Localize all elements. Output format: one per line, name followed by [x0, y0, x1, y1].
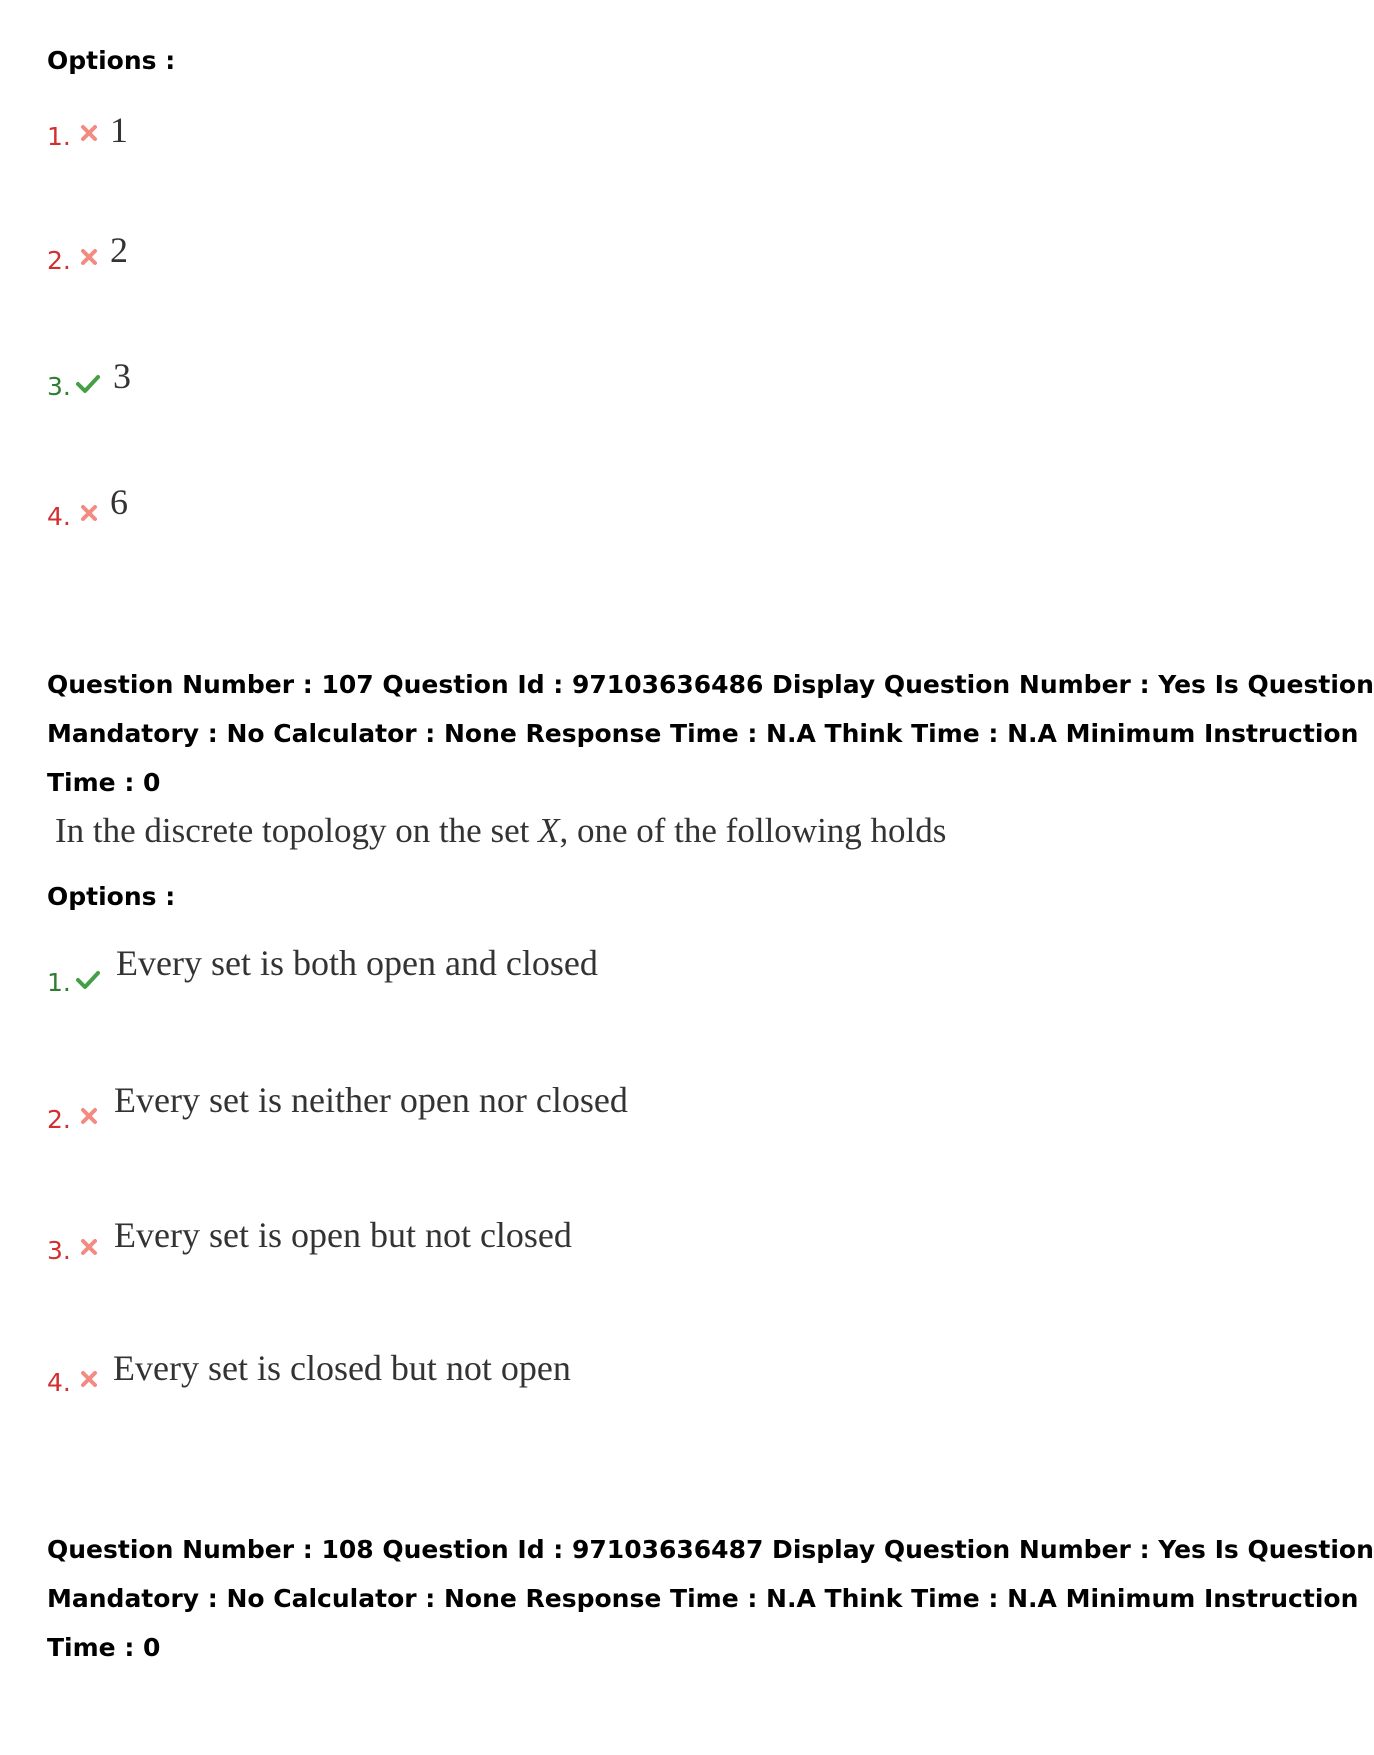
option-text: 2 — [110, 230, 128, 270]
question-text-after: , one of the following holds — [559, 811, 947, 850]
options-label: Options : — [47, 46, 176, 75]
cross-icon — [80, 504, 98, 522]
cross-icon — [80, 124, 98, 142]
question-meta-line: Time : 0 — [47, 1633, 161, 1662]
question-meta-line: Mandatory : No Calculator : None Response Time : N.A Think Time : N.A Minimum Instruction — [47, 1584, 1359, 1613]
option-number: 3. — [47, 372, 71, 401]
question-meta-line: Question Number : 108 Question Id : 97103636487 Display Question Number : Yes Is Question — [47, 1535, 1374, 1564]
option-number: 1. — [47, 122, 71, 151]
question-meta-line: Question Number : 107 Question Id : 97103636486 Display Question Number : Yes Is Question — [47, 670, 1374, 699]
question-meta-line: Mandatory : No Calculator : None Response Time : N.A Think Time : N.A Minimum Instruction — [47, 719, 1359, 748]
question-text — [55, 811, 946, 851]
option-text: Every set is neither open nor closed — [114, 1080, 628, 1120]
options-label: Options : — [47, 882, 176, 911]
cross-icon — [80, 1370, 98, 1388]
option-text: 6 — [110, 482, 128, 522]
cross-icon — [80, 1238, 98, 1256]
question-meta-line: Time : 0 — [47, 768, 161, 797]
cross-icon — [80, 1107, 98, 1125]
option-text: Every set is open but not closed — [114, 1215, 572, 1255]
option-number: 4. — [47, 502, 71, 531]
option-number: 4. — [47, 1368, 71, 1397]
cross-icon — [80, 248, 98, 266]
question-text-variable: X — [538, 811, 560, 850]
check-icon — [76, 374, 100, 394]
option-number: 2. — [47, 1105, 71, 1134]
option-text: 1 — [110, 110, 128, 150]
question-text-before: In the discrete topology on the set — [55, 811, 539, 850]
check-icon — [76, 970, 100, 990]
option-number: 2. — [47, 246, 71, 275]
option-text: Every set is closed but not open — [113, 1348, 571, 1388]
option-text: Every set is both open and closed — [116, 943, 598, 983]
option-number: 3. — [47, 1236, 71, 1265]
option-text: 3 — [113, 356, 131, 396]
option-number: 1. — [47, 968, 71, 997]
